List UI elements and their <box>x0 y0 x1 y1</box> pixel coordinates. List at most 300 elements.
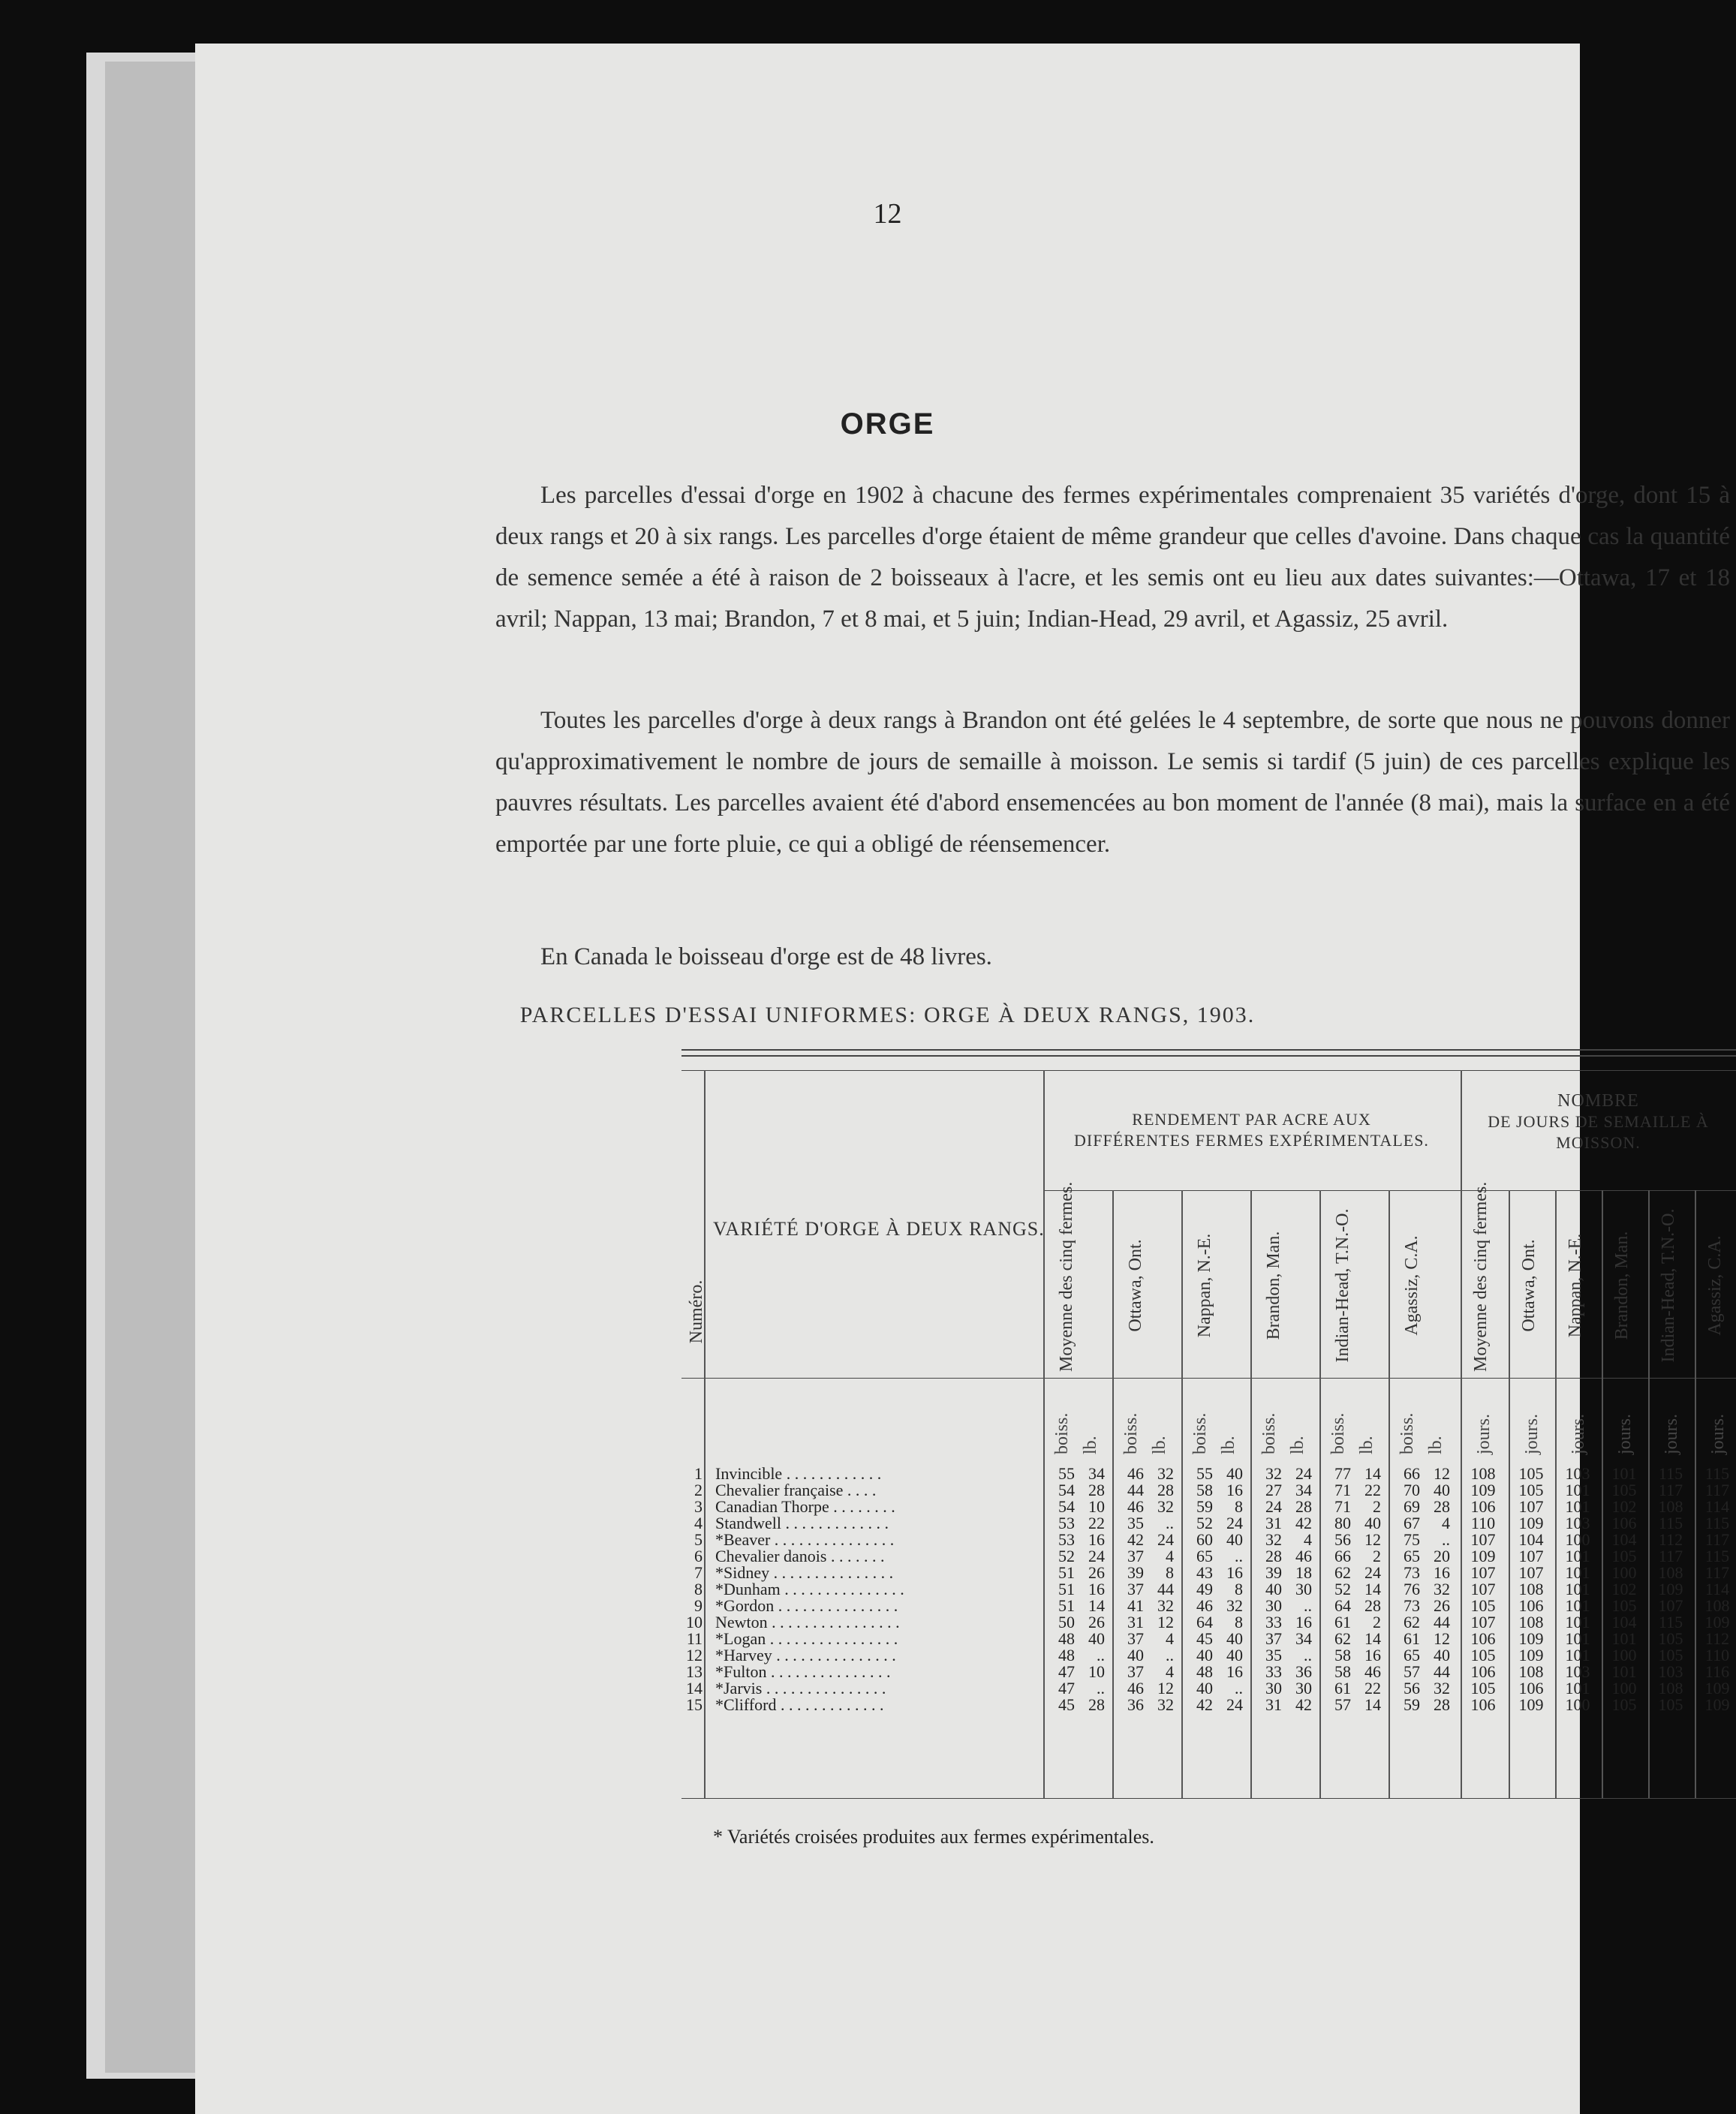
yield-lb: 44 <box>1434 1662 1450 1681</box>
table-row <box>681 1499 1736 1515</box>
row-number: 13 <box>686 1662 703 1681</box>
days-value: 107 <box>1470 1563 1496 1582</box>
unit-lb-1: lb. <box>1150 1436 1169 1454</box>
yield-lb: 40 <box>1434 1481 1450 1499</box>
days-value: 101 <box>1611 1662 1637 1681</box>
yield-boiss: 54 <box>1058 1481 1075 1499</box>
row-variety: *Clifford . . . . . . . . . . . . . <box>715 1695 884 1714</box>
yield-boiss: 45 <box>1196 1629 1213 1648</box>
days-value: 105 <box>1611 1596 1637 1615</box>
yield-boiss: 59 <box>1404 1695 1420 1714</box>
table-row <box>681 1631 1736 1647</box>
yield-boiss: 76 <box>1404 1580 1420 1598</box>
yield-boiss: 50 <box>1058 1613 1075 1631</box>
days-value: 101 <box>1565 1629 1590 1648</box>
yield-lb: 28 <box>1088 1481 1105 1499</box>
unit-jours-4: jours. <box>1662 1414 1681 1454</box>
row-number: 12 <box>686 1646 703 1664</box>
yield-lb: 42 <box>1295 1695 1312 1714</box>
yield-boiss: 40 <box>1196 1679 1213 1698</box>
row-number: 3 <box>694 1497 703 1516</box>
yield-boiss: 66 <box>1404 1464 1420 1483</box>
yield-boiss: 49 <box>1196 1580 1213 1598</box>
yield-lb: 24 <box>1295 1464 1312 1483</box>
row-variety: *Harvey . . . . . . . . . . . . . . . <box>715 1646 896 1664</box>
page-number: 12 <box>873 198 902 230</box>
yield-boiss: 71 <box>1334 1497 1351 1516</box>
yield-lb: 16 <box>1226 1662 1243 1681</box>
days-value: 101 <box>1565 1679 1590 1698</box>
yield-boiss: 40 <box>1127 1646 1144 1664</box>
yield-lb: 32 <box>1434 1679 1450 1698</box>
table-row <box>681 1548 1736 1565</box>
yield-lb: 40 <box>1364 1514 1381 1532</box>
days-value: 109 <box>1518 1629 1544 1648</box>
days-value: 106 <box>1518 1679 1544 1698</box>
row-number: 10 <box>686 1613 703 1631</box>
yield-boiss: 62 <box>1334 1629 1351 1648</box>
table-top-rule-2 <box>681 1055 1736 1057</box>
days-col-header-5: Agassiz, C.A. <box>1705 1235 1725 1336</box>
days-value: 100 <box>1611 1563 1637 1582</box>
yield-lb: 42 <box>1295 1514 1312 1532</box>
days-value: 103 <box>1565 1514 1590 1532</box>
days-value: 105 <box>1658 1695 1683 1714</box>
days-value: 101 <box>1565 1481 1590 1499</box>
yield-boiss: 73 <box>1404 1596 1420 1615</box>
yield-lb: .. <box>1304 1646 1312 1664</box>
yield-lb: 34 <box>1295 1481 1312 1499</box>
yield-lb: 32 <box>1157 1464 1174 1483</box>
yield-boiss: 24 <box>1265 1497 1282 1516</box>
yield-lb: 40 <box>1434 1646 1450 1664</box>
days-value: 105 <box>1658 1646 1683 1664</box>
row-number: 6 <box>694 1547 703 1565</box>
header-bottom-rule <box>681 1378 1736 1379</box>
yield-lb: 12 <box>1157 1679 1174 1698</box>
days-value: 117 <box>1704 1481 1730 1499</box>
yield-lb: .. <box>1166 1514 1174 1532</box>
yield-lb: 16 <box>1088 1580 1105 1598</box>
yield-lb: 32 <box>1226 1596 1243 1615</box>
days-value: 105 <box>1518 1481 1544 1499</box>
yield-lb: 28 <box>1088 1695 1105 1714</box>
days-value: 115 <box>1658 1514 1683 1532</box>
yield-boiss: 70 <box>1404 1481 1420 1499</box>
yield-col-header-2: Nappan, N.-E. <box>1195 1233 1214 1338</box>
days-value: 106 <box>1470 1662 1496 1681</box>
yield-lb: 24 <box>1157 1530 1174 1549</box>
table-title: PARCELLES D'ESSAI UNIFORMES: ORGE À DEUX RANGS, 1903. <box>519 1003 1256 1027</box>
days-value: 116 <box>1704 1662 1730 1681</box>
days-value: 101 <box>1565 1547 1590 1565</box>
days-value: 108 <box>1658 1679 1683 1698</box>
yield-lb: 12 <box>1364 1530 1381 1549</box>
yield-boiss: 31 <box>1265 1514 1282 1532</box>
yield-boiss: 62 <box>1404 1613 1420 1631</box>
unit-lb-4: lb. <box>1357 1436 1376 1454</box>
yield-lb: 40 <box>1226 1530 1243 1549</box>
yield-lb: 8 <box>1235 1580 1243 1598</box>
row-variety: *Jarvis . . . . . . . . . . . . . . . <box>715 1679 886 1698</box>
yield-lb: 10 <box>1088 1662 1105 1681</box>
table-row <box>681 1598 1736 1614</box>
days-col-header-4: Indian-Head, T.N.-O. <box>1659 1208 1678 1363</box>
yield-lb: 12 <box>1434 1464 1450 1483</box>
yield-boiss: 31 <box>1127 1613 1144 1631</box>
days-col-header-1: Ottawa, Ont. <box>1519 1239 1539 1332</box>
row-variety: Canadian Thorpe . . . . . . . . <box>715 1497 895 1516</box>
yield-boiss: 44 <box>1127 1481 1144 1499</box>
yield-boiss: 71 <box>1334 1481 1351 1499</box>
unit-boiss-2: boiss. <box>1190 1412 1210 1454</box>
header-days-group: NOMBRE DE JOURS DE SEMAILLE À MOISSON. <box>1488 1091 1709 1152</box>
yield-boiss: 66 <box>1334 1547 1351 1565</box>
yield-lb: 16 <box>1295 1613 1312 1631</box>
row-number: 8 <box>694 1580 703 1598</box>
yield-col-header-5: Agassiz, C.A. <box>1402 1235 1422 1336</box>
days-value: 115 <box>1704 1547 1730 1565</box>
table-row <box>681 1697 1736 1713</box>
yield-boiss: 40 <box>1265 1580 1282 1598</box>
yield-col-header-3: Brandon, Man. <box>1264 1231 1283 1340</box>
row-variety: *Gordon . . . . . . . . . . . . . . . <box>715 1596 898 1615</box>
yield-boiss: 52 <box>1334 1580 1351 1598</box>
days-value: 104 <box>1611 1613 1637 1631</box>
row-variety: Invincible . . . . . . . . . . . . <box>715 1464 882 1483</box>
yield-lb: 12 <box>1434 1629 1450 1648</box>
days-value: 105 <box>1658 1629 1683 1648</box>
days-value: 109 <box>1658 1580 1683 1598</box>
days-value: 106 <box>1470 1629 1496 1648</box>
yield-boiss: 55 <box>1058 1464 1075 1483</box>
days-value: 108 <box>1518 1662 1544 1681</box>
days-value: 117 <box>1658 1547 1683 1565</box>
days-value: 117 <box>1658 1481 1683 1499</box>
yield-col-header-1: Ottawa, Ont. <box>1126 1239 1145 1332</box>
days-value: 101 <box>1565 1580 1590 1598</box>
days-value: 108 <box>1518 1613 1544 1631</box>
yield-lb: 24 <box>1226 1514 1243 1532</box>
paragraph-1: Les parcelles d'essai d'orge en 1902 à chacune des fermes expérimentales comprenaient 35 variétés d'orge, dont 15 à deux rangs et 20 à six rangs. Les parcelles d'orge étaient de même grandeur que celles d'avoine. Dans chaque cas la quantité de semence semée a été à raison de 2 boisseaux à l'acre, et les semis ont eu lieu aux dates suivantes:—Ottawa, 17 et 18 avril; Nappan, 13 mai; Brandon, 7 et 8 mai, et 5 juin; Indian-Head, 29 avril, et Agassiz, 25 avril. <box>495 482 1730 633</box>
days-value: 115 <box>1658 1613 1683 1631</box>
yield-lb: 8 <box>1235 1613 1243 1631</box>
yield-boiss: 61 <box>1404 1629 1420 1648</box>
days-value: 114 <box>1704 1580 1730 1598</box>
footnote: * Variétés croisées produites aux fermes expérimentales. <box>713 1826 1154 1848</box>
days-value: 106 <box>1518 1596 1544 1615</box>
yield-lb: 22 <box>1088 1514 1105 1532</box>
days-value: 109 <box>1704 1695 1730 1714</box>
days-value: 101 <box>1565 1497 1590 1516</box>
days-value: 103 <box>1658 1662 1683 1681</box>
table-row <box>681 1532 1736 1548</box>
row-number: 2 <box>694 1481 703 1499</box>
yield-lb: 16 <box>1434 1563 1450 1582</box>
days-value: 100 <box>1611 1646 1637 1664</box>
yield-lb: 14 <box>1364 1464 1381 1483</box>
unit-lb-0: lb. <box>1081 1436 1100 1454</box>
yield-boiss: 65 <box>1404 1547 1420 1565</box>
days-value: 114 <box>1704 1497 1730 1516</box>
days-value: 115 <box>1704 1514 1730 1532</box>
yield-lb: 2 <box>1373 1547 1381 1565</box>
days-value: 105 <box>1611 1547 1637 1565</box>
yield-boiss: 42 <box>1196 1695 1213 1714</box>
yield-lb: 32 <box>1157 1695 1174 1714</box>
yield-lb: 16 <box>1226 1481 1243 1499</box>
section-title: ORGE <box>840 407 935 441</box>
table-top-rule <box>681 1049 1736 1051</box>
days-value: 101 <box>1565 1563 1590 1582</box>
yield-boiss: 64 <box>1196 1613 1213 1631</box>
yield-boiss: 69 <box>1404 1497 1420 1516</box>
yield-boiss: 48 <box>1058 1629 1075 1648</box>
yield-boiss: 47 <box>1058 1662 1075 1681</box>
yield-lb: 4 <box>1166 1662 1174 1681</box>
yield-lb: 32 <box>1157 1596 1174 1615</box>
days-value: 103 <box>1565 1464 1590 1483</box>
days-value: 107 <box>1470 1580 1496 1598</box>
yield-boiss: 39 <box>1127 1563 1144 1582</box>
yield-boiss: 52 <box>1196 1514 1213 1532</box>
unit-lb-3: lb. <box>1288 1436 1307 1454</box>
yield-boiss: 51 <box>1058 1580 1075 1598</box>
yield-lb: 26 <box>1088 1563 1105 1582</box>
unit-jours-5: jours. <box>1708 1414 1728 1454</box>
yield-lb: 32 <box>1157 1497 1174 1516</box>
days-col-header-3: Brandon, Man. <box>1612 1231 1632 1340</box>
yield-lb: 16 <box>1088 1530 1105 1549</box>
yield-boiss: 40 <box>1196 1646 1213 1664</box>
yield-boiss: 37 <box>1127 1662 1144 1681</box>
days-value: 106 <box>1470 1497 1496 1516</box>
yield-boiss: 61 <box>1334 1613 1351 1631</box>
yield-boiss: 54 <box>1058 1497 1075 1516</box>
yield-lb: 34 <box>1295 1629 1312 1648</box>
yield-lb: .. <box>1235 1679 1243 1698</box>
yield-lb: 28 <box>1364 1596 1381 1615</box>
yield-lb: 8 <box>1166 1563 1174 1582</box>
yield-lb: 24 <box>1088 1547 1105 1565</box>
table-row <box>681 1482 1736 1499</box>
yield-boiss: 77 <box>1334 1464 1351 1483</box>
days-value: 109 <box>1704 1679 1730 1698</box>
days-value: 107 <box>1470 1613 1496 1631</box>
yield-lb: .. <box>1166 1646 1174 1664</box>
yield-lb: 20 <box>1434 1547 1450 1565</box>
unit-jours-3: jours. <box>1615 1414 1635 1454</box>
days-value: 117 <box>1704 1530 1730 1549</box>
unit-lb-5: lb. <box>1426 1436 1446 1454</box>
table-bottom-rule <box>681 1798 1736 1799</box>
days-value: 107 <box>1658 1596 1683 1615</box>
yield-boiss: 46 <box>1127 1464 1144 1483</box>
yield-boiss: 57 <box>1404 1662 1420 1681</box>
days-value: 102 <box>1611 1580 1637 1598</box>
header-variety: VARIÉTÉ D'ORGE À DEUX RANGS. <box>713 1218 1045 1240</box>
days-value: 105 <box>1611 1481 1637 1499</box>
yield-boiss: 55 <box>1196 1464 1213 1483</box>
row-variety: Standwell . . . . . . . . . . . . . <box>715 1514 889 1532</box>
yield-lb: 34 <box>1088 1464 1105 1483</box>
yield-lb: 4 <box>1166 1629 1174 1648</box>
yield-lb: .. <box>1304 1596 1312 1615</box>
days-value: 108 <box>1658 1563 1683 1582</box>
yield-boiss: 57 <box>1334 1695 1351 1714</box>
yield-lb: 22 <box>1364 1481 1381 1499</box>
days-value: 110 <box>1470 1514 1496 1532</box>
yield-col-header-4: Indian-Head, T.N.-O. <box>1333 1208 1352 1363</box>
table-row <box>681 1466 1736 1482</box>
days-value: 105 <box>1470 1679 1496 1698</box>
header-numero: Numéro. <box>687 1280 706 1344</box>
row-number: 1 <box>694 1464 703 1483</box>
row-variety: Newton . . . . . . . . . . . . . . . . <box>715 1613 900 1631</box>
yield-boiss: 75 <box>1404 1530 1420 1549</box>
yield-lb: 4 <box>1304 1530 1312 1549</box>
yield-boiss: 80 <box>1334 1514 1351 1532</box>
yield-boiss: 45 <box>1058 1695 1075 1714</box>
yield-boiss: 58 <box>1334 1662 1351 1681</box>
yield-boiss: 67 <box>1404 1514 1420 1532</box>
row-number: 7 <box>694 1563 703 1582</box>
yield-lb: 26 <box>1434 1596 1450 1615</box>
header-yield-group: RENDEMENT PAR ACRE AUX DIFFÉRENTES FERMES EXPÉRIMENTALES. <box>1074 1110 1429 1150</box>
yield-lb: 44 <box>1434 1613 1450 1631</box>
yield-boiss: 32 <box>1265 1530 1282 1549</box>
yield-boiss: 37 <box>1127 1547 1144 1565</box>
yield-boiss: 35 <box>1127 1514 1144 1532</box>
yield-lb: .. <box>1097 1679 1105 1698</box>
yield-boiss: 53 <box>1058 1514 1075 1532</box>
row-number: 15 <box>686 1695 703 1714</box>
row-variety: *Logan . . . . . . . . . . . . . . . . <box>715 1629 898 1648</box>
yield-boiss: 46 <box>1196 1596 1213 1615</box>
yield-lb: 24 <box>1364 1563 1381 1582</box>
yield-boiss: 56 <box>1334 1530 1351 1549</box>
yield-boiss: 61 <box>1334 1679 1351 1698</box>
yield-boiss: 37 <box>1265 1629 1282 1648</box>
days-value: 109 <box>1518 1514 1544 1532</box>
unit-boiss-5: boiss. <box>1398 1412 1417 1454</box>
yield-boiss: 30 <box>1265 1596 1282 1615</box>
days-value: 101 <box>1565 1613 1590 1631</box>
yield-lb: 36 <box>1295 1662 1312 1681</box>
yield-lb: 8 <box>1235 1497 1243 1516</box>
days-value: 100 <box>1611 1679 1637 1698</box>
yield-boiss: 35 <box>1265 1646 1282 1664</box>
yield-boiss: 51 <box>1058 1596 1075 1615</box>
yield-boiss: 48 <box>1196 1662 1213 1681</box>
days-value: 106 <box>1611 1514 1637 1532</box>
row-variety: *Dunham . . . . . . . . . . . . . . . <box>715 1580 904 1598</box>
yield-boiss: 33 <box>1265 1613 1282 1631</box>
table-header-rule <box>681 1070 1736 1071</box>
row-variety: Chevalier danois . . . . . . . <box>715 1547 885 1565</box>
row-variety: *Sidney . . . . . . . . . . . . . . . <box>715 1563 894 1582</box>
table-row <box>681 1565 1736 1581</box>
days-value: 100 <box>1565 1695 1590 1714</box>
days-value: 109 <box>1518 1695 1544 1714</box>
days-value: 108 <box>1470 1464 1496 1483</box>
days-value: 108 <box>1704 1596 1730 1615</box>
yield-boiss: 73 <box>1404 1563 1420 1582</box>
days-value: 109 <box>1470 1547 1496 1565</box>
days-value: 107 <box>1518 1563 1544 1582</box>
yield-lb: 40 <box>1226 1646 1243 1664</box>
yield-boiss: 42 <box>1127 1530 1144 1549</box>
days-value: 101 <box>1565 1646 1590 1664</box>
table-row <box>681 1664 1736 1680</box>
yield-lb: 14 <box>1088 1596 1105 1615</box>
days-value: 105 <box>1611 1695 1637 1714</box>
yield-lb: 28 <box>1434 1695 1450 1714</box>
yield-lb: 18 <box>1295 1563 1312 1582</box>
unit-boiss-0: boiss. <box>1052 1412 1072 1454</box>
yield-boiss: 48 <box>1058 1646 1075 1664</box>
yield-lb: 44 <box>1157 1580 1174 1598</box>
row-number: 4 <box>694 1514 703 1532</box>
yield-lb: 24 <box>1226 1695 1243 1714</box>
yield-boiss: 33 <box>1265 1662 1282 1681</box>
days-value: 106 <box>1470 1695 1496 1714</box>
days-value: 101 <box>1565 1596 1590 1615</box>
yield-lb: 28 <box>1157 1481 1174 1499</box>
yield-boiss: 47 <box>1058 1679 1075 1698</box>
yield-boiss: 36 <box>1127 1695 1144 1714</box>
yield-lb: 46 <box>1364 1662 1381 1681</box>
yield-boiss: 52 <box>1058 1547 1075 1565</box>
unit-boiss-3: boiss. <box>1259 1412 1279 1454</box>
days-value: 101 <box>1611 1629 1637 1648</box>
table-row <box>681 1581 1736 1598</box>
table-row <box>681 1680 1736 1697</box>
yield-boiss: 58 <box>1196 1481 1213 1499</box>
yield-lb: 14 <box>1364 1629 1381 1648</box>
yield-boiss: 41 <box>1127 1596 1144 1615</box>
yield-lb: .. <box>1442 1530 1450 1549</box>
days-value: 110 <box>1704 1646 1730 1664</box>
table-row <box>681 1647 1736 1664</box>
days-value: 104 <box>1518 1530 1544 1549</box>
days-value: 109 <box>1704 1613 1730 1631</box>
yield-lb: .. <box>1235 1547 1243 1565</box>
yield-lb: 46 <box>1295 1547 1312 1565</box>
yield-boiss: 31 <box>1265 1695 1282 1714</box>
yield-lb: 40 <box>1226 1464 1243 1483</box>
yield-boiss: 65 <box>1196 1547 1213 1565</box>
yield-lb: 4 <box>1442 1514 1450 1532</box>
yield-lb: 4 <box>1166 1547 1174 1565</box>
yield-lb: 40 <box>1088 1629 1105 1648</box>
days-value: 107 <box>1470 1530 1496 1549</box>
yield-boiss: 43 <box>1196 1563 1213 1582</box>
days-value: 108 <box>1658 1497 1683 1516</box>
days-value: 115 <box>1704 1464 1730 1483</box>
yield-lb: 28 <box>1295 1497 1312 1516</box>
days-value: 107 <box>1518 1547 1544 1565</box>
yield-lb: 16 <box>1364 1646 1381 1664</box>
yield-boiss: 60 <box>1196 1530 1213 1549</box>
days-value: 102 <box>1611 1497 1637 1516</box>
yield-boiss: 46 <box>1127 1497 1144 1516</box>
days-value: 109 <box>1470 1481 1496 1499</box>
paragraph-2: Toutes les parcelles d'orge à deux rangs à Brandon ont été gelées le 4 septembre, de sorte que nous ne pouvons donner qu'approximativement le nombre de jours de semaille à moisson. Le semis si tardif (5 juin) de ces parcelles explique les pauvres résultats. Les parcelles avaient été d'abord ensemencées au bon moment de l'année (8 mai), mais la surface en a été emportée par une forte pluie, ce qui a obligé de réensemencer. <box>495 707 1730 858</box>
yield-lb: 22 <box>1364 1679 1381 1698</box>
row-number: 14 <box>686 1679 703 1698</box>
yield-lb: 32 <box>1434 1580 1450 1598</box>
